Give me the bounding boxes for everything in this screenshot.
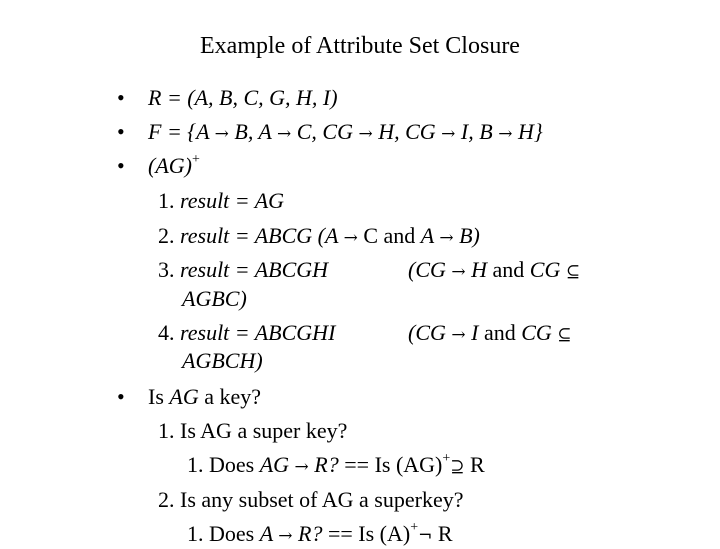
arrow-icon: → [343, 228, 358, 248]
relation-text: R = (A, B, C, G, H, I) [148, 85, 338, 110]
step-3-reason: (CG → H and CG ⊆ [408, 257, 581, 282]
not-icon: ¬ [418, 526, 433, 546]
bullet-marker: • [117, 153, 125, 178]
key-question: Is AG a key? [148, 384, 262, 409]
arrow-icon: → [214, 124, 229, 144]
subset-superkey-question: 2. Is any subset of AG a superkey? [158, 487, 464, 512]
arrow-icon: → [294, 457, 309, 477]
subseteq-icon: ⊆ [557, 325, 572, 345]
does-a-determine-r: 1. Does A → R? == Is (A)+¬ R [187, 519, 453, 546]
arrow-icon: → [451, 325, 466, 345]
bullet-marker: • [117, 119, 125, 144]
arrow-icon: → [278, 526, 293, 546]
step-4-continuation: AGBCH) [182, 348, 263, 373]
supseteq-icon: ⊇ [450, 457, 465, 477]
arrow-icon: → [441, 124, 456, 144]
arrow-icon: → [498, 124, 513, 144]
arrow-icon: → [439, 228, 454, 248]
relation-definition [148, 85, 338, 111]
step-3: 3. result = ABCGH [158, 257, 329, 282]
subseteq-icon: ⊆ [565, 262, 581, 282]
does-ag-determine-r: 1. Does AG → R? == Is (AG)+⊇ R [187, 450, 485, 477]
arrow-icon: → [276, 124, 292, 144]
step-4-reason: (CG → I and CG ⊆ [408, 320, 572, 345]
step-1: 1. result = AG [158, 188, 285, 213]
slide-title: Example of Attribute Set Closure [200, 33, 520, 59]
step-3-continuation: AGBC) [182, 286, 247, 311]
bullet-marker: • [117, 384, 125, 409]
arrow-icon: → [451, 262, 466, 282]
fd-set-definition: F = {A → B, A → C, CG → H, CG → I, B → H} [148, 119, 543, 144]
bullet-marker: • [117, 85, 125, 110]
arrow-icon: → [358, 124, 373, 144]
step-2: 2. result = ABCG (A → C and A → B) [158, 223, 480, 248]
step-4: 4. result = ABCGHI [158, 320, 336, 345]
superkey-question: 1. Is AG a super key? [158, 418, 348, 443]
closure-heading: (AG)+ [148, 151, 200, 178]
